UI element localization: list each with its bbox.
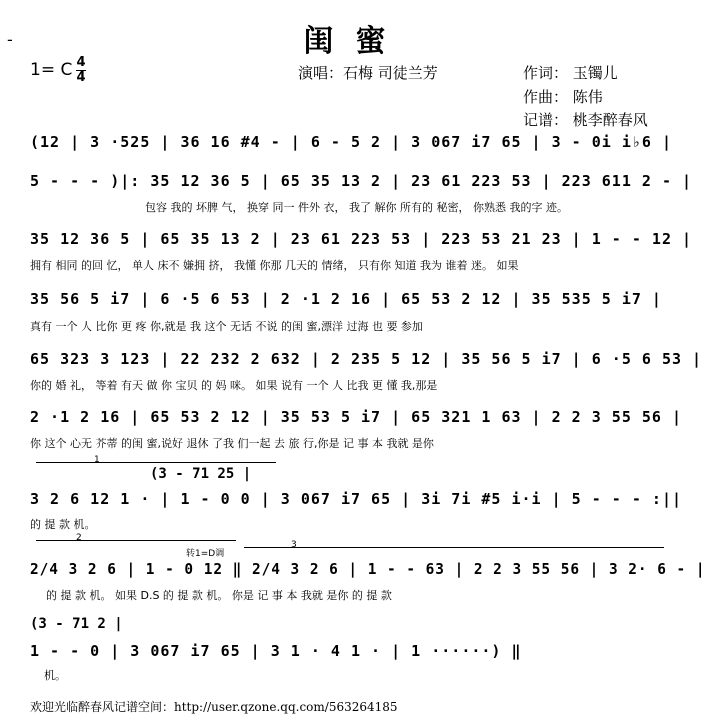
volta-2-number: 2: [76, 533, 82, 543]
score-line-5: 65 323 3 123 | 22 232 2 632 | 2 235 5 12 | 35 56 5 i7 | 6 ·5 6 53 |: [30, 350, 703, 368]
score-line-6: 2 ·1 2 16 | 65 53 2 12 | 35 53 5 i7 | 65 321 1 63 | 2 2 3 55 56 |: [30, 408, 682, 426]
lyricist-credit: 作词： 玉镯儿: [523, 64, 618, 82]
score-line-9: 1 - - 0 | 3 067 i7 65 | 3 1 · 4 1 · | 1 ······) ‖: [30, 642, 522, 660]
volta-1-bracket: [36, 462, 276, 463]
volta-1-number: 1: [94, 455, 100, 465]
lyrics-line-9: 机。: [44, 669, 66, 682]
lyrics-line-6: 你 这个 心无 芥蒂 的闺 蜜,说好 退休 了我 们一起 去 旅 行,你是 记 事 本 我就 是你: [30, 437, 434, 450]
lyrics-line-8: 的 提 款 机。 如果 D.S 的 提 款 机。 你是 记 事 本 我就 是你 的 提 款: [46, 589, 392, 602]
song-title: 闺蜜: [303, 24, 408, 59]
lyrics-line-5: 你的 婚 礼， 等着 有天 做 你 宝贝 的 妈 咪。 如果 说有 一个 人 比我 更 懂 我,那是: [30, 379, 438, 392]
key-signature: 1= C: [30, 60, 73, 80]
volta-2-bracket: [36, 540, 236, 541]
lyrics-line-7: 的 提 款 机。: [30, 518, 96, 531]
lyrics-line-2: 包容 我的 坏脾 气， 换穿 同一 件外 衣， 我了 解你 所有的 秘密， 你熟悉 我的字 迹。: [145, 201, 568, 214]
time-signature: [76, 57, 86, 84]
singer-credit: 演唱：石梅 司徒兰芳: [298, 64, 438, 82]
footer-note: 欢迎光临醉春风记谱空间：http://user.qzone.qq.com/563264185: [30, 700, 398, 714]
meter-top: 4: [76, 55, 86, 70]
meter-bottom: 4: [76, 70, 86, 85]
transcriber-credit: 记谱： 桃李醉春风: [523, 111, 648, 129]
lyrics-line-4: 真有 一个 人 比你 更 疼 你,就是 我 这个 无话 不说 的闺 蜜,漂洋 过海 也 要 参加: [30, 320, 423, 333]
transpose-mark: 转1=D调: [186, 549, 225, 559]
lyrics-line-3: 拥有 相同 的回 忆， 单人 床不 嫌拥 挤， 我懂 你那 几天的 情绪， 只有你 知道 我为 谁着 迷。 如果: [30, 259, 519, 272]
score-line-9-upper: (3 - 71 2 |: [30, 616, 123, 632]
score-line-7-upper: (3 - 71 25 |: [150, 466, 252, 482]
page-dash: -: [7, 30, 13, 49]
volta-3-bracket: [244, 547, 664, 548]
score-line-1: (12 | 3 ·525 | 36 16 #4 - | 6 - 5 2 | 3 067 i7 65 | 3 - 0i i♭6 |: [30, 133, 672, 151]
score-line-7: 3 2 6 12 1 · | 1 - 0 0 | 3 067 i7 65 | 3i 7i #5 i·i | 5 - - - :||: [30, 490, 682, 508]
score-line-2: 5 - - - )|: 35 12 36 5 | 65 35 13 2 | 23 61 223 53 | 223 611 2 - |: [30, 172, 693, 190]
score-line-8: 2/4 3 2 6 | 1 - 0 12 ‖ 2/4 3 2 6 | 1 - - 63 | 2 2 3 55 56 | 3 2· 6 - |: [30, 560, 706, 578]
composer-credit: 作曲： 陈伟: [523, 88, 603, 106]
score-line-3: 35 12 36 5 | 65 35 13 2 | 23 61 223 53 | 223 53 21 23 | 1 - - 12 |: [30, 230, 693, 248]
score-line-4: 35 56 5 i7 | 6 ·5 6 53 | 2 ·1 2 16 | 65 53 2 12 | 35 535 5 i7 |: [30, 290, 662, 308]
volta-3-number: 3: [291, 540, 297, 550]
